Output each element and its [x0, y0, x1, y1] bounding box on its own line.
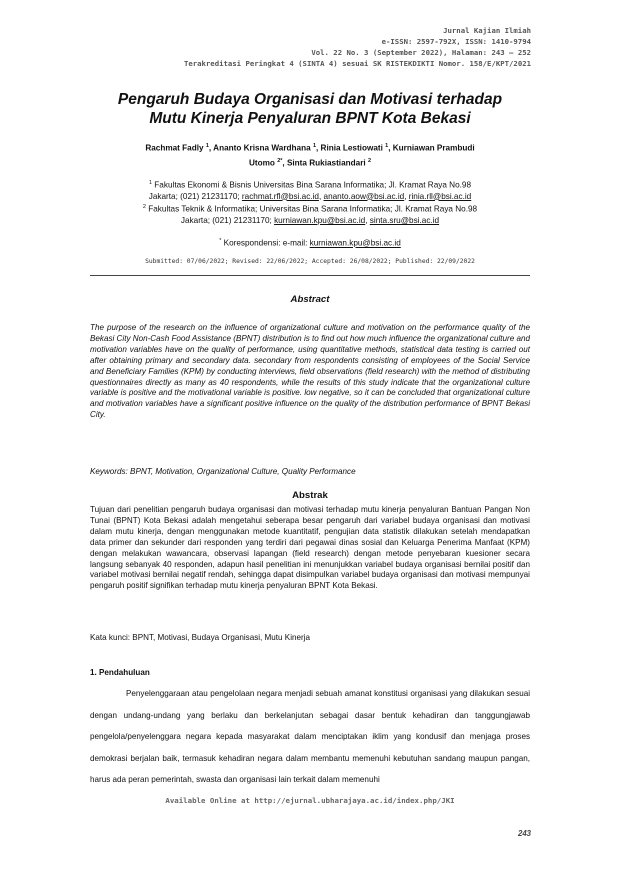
- abstrak-heading: Abstrak: [292, 490, 328, 501]
- email-link[interactable]: ananto.aow@bsi.ac.id: [323, 191, 405, 201]
- author-line-1: [90, 140, 530, 155]
- affiliation-1-line-1: [90, 178, 530, 192]
- keywords-id: [90, 633, 310, 642]
- correspondence-email-link[interactable]: kurniawan.kpu@bsi.ac.id: [309, 238, 401, 248]
- email-link[interactable]: rinia.rll@bsi.ac.id: [408, 191, 472, 201]
- affiliation-2-line-1: [90, 202, 530, 216]
- affiliation-text: Jakarta; (021) 21231170;: [148, 191, 242, 201]
- author-name: , Rinia Lestiowati: [316, 143, 386, 153]
- title-line-2: Mutu Kinerja Penyaluran BPNT Kota Bekasi: [149, 110, 471, 127]
- affiliation-mark: 1: [148, 180, 153, 186]
- author-name: Rachmat Fadly: [145, 143, 206, 153]
- email-link[interactable]: kurniawan.kpu@bsi.ac.id: [274, 215, 366, 225]
- author-affiliation-mark: 2*: [277, 157, 283, 164]
- footer-availability: Available Online at http://ejurnal.ubharajaya.ac.id/index.php/JKI: [165, 796, 455, 805]
- journal-volume: Vol. 22 No. 3 (September 2022), Halaman: 243 – 252: [311, 48, 531, 57]
- keywords-label: Keywords:: [90, 467, 131, 476]
- affiliation-2-line-2: [90, 216, 530, 227]
- abstract-heading: Abstract: [290, 294, 330, 305]
- keywords-en: [90, 467, 356, 476]
- journal-header: [184, 25, 531, 69]
- author-name: , Kurniawan Prambudi: [388, 143, 475, 153]
- introduction-text: Penyelenggaraan atau pengelolaan negara menjadi sebuah amanat konstitusi organisasi yang dilakukan sesuai dengan undang-undang yang berlaku dan berkelanjutan sebagai dasar bentuk kehadiran dan tanggungjawab pengelola/penyelenggara negara kepada masyarakat dalam menciptakan iklim yang kondusif dan menjaga proses demokrasi berjalan baik, termasuk kehadiran negara dalam membantu memenuhi kebutuhan sandang maupun pangan, harus ada peran pemerintah, swasta dan organisasi lain terkait dalam memenuhi: [90, 689, 530, 785]
- author-list: [90, 140, 530, 169]
- keywords-value: BPNT, Motivation, Organizational Culture, Quality Performance: [130, 467, 356, 476]
- divider: [90, 275, 530, 276]
- email-link[interactable]: rachmat.rfl@bsi.ac.id: [241, 191, 319, 201]
- journal-accreditation: Terakreditasi Peringkat 4 (SINTA 4) sesuai SK RISTEKDIKTI Nomor. 158/E/KPT/2021: [183, 59, 531, 68]
- author-name: , Ananto Krisna Wardhana: [208, 143, 313, 153]
- correspondence: [90, 236, 530, 249]
- title-line-1: Pengaruh Budaya Organisasi dan Motivasi terhadap: [117, 91, 503, 108]
- journal-name: Jurnal Kajian Ilmiah: [443, 26, 531, 35]
- author-name: , Sinta Rukiastiandari: [282, 158, 368, 168]
- author-affiliation-mark: 1: [205, 143, 209, 149]
- affiliation-1-line-2: [90, 192, 530, 203]
- page-number: 243: [517, 829, 531, 838]
- affiliation-mark: 2: [142, 204, 146, 211]
- affiliation-text: Fakultas Teknik & Informatika; Universitas Bina Sarana Informatika; Jl. Kramat Raya No.98: [145, 205, 478, 215]
- author-affiliation-mark: 1: [312, 143, 316, 149]
- article-title: [90, 90, 530, 128]
- correspondence-label: Korespondensi: e-mail:: [221, 238, 310, 248]
- affiliation-text: Fakultas Ekonomi & Bisnis Universitas Bina Sarana Informatika; Jl. Kramat Raya No.98: [152, 180, 472, 190]
- author-affiliation-mark: 1: [385, 143, 389, 149]
- author-name: Utomo: [248, 158, 278, 168]
- abstract-text: The purpose of the research on the influence of organizational culture and motivation on the performance quality of the Bekasi City Non-Cash Food Assistance (BPNT) distribution is to find out how much influence the organizational culture and motivation variables have on the quality of performance, using quantitative methods, statistical data testing is carried out after obtaining primary and secondary data. secondary from respondents consisting of employees of the Social Service and Beneficiary Families (KPM) by conducting interviews, field observations (field research) with the method of distributing questionnaires directly as many as 40 respondents, while the results of this study indicate that the organizational culture variable is positive and the motivational variable is positive. low negative, so it can be concluded that organizational culture and motivation variables have a significant positive influence on the quality of the distribution performance of BPNT Bekasi City.: [90, 323, 530, 420]
- keywords-value: BPNT, Motivasi, Budaya Organisasi, Mutu Kinerja: [132, 633, 310, 642]
- affiliations: [90, 178, 530, 227]
- keywords-label: Kata kunci:: [90, 633, 133, 642]
- email-link[interactable]: sinta.sru@bsi.ac.id: [369, 215, 440, 225]
- section-heading-introduction: 1. Pendahuluan: [90, 668, 150, 677]
- author-affiliation-mark: 2: [367, 157, 371, 164]
- abstrak-text: Tujuan dari penelitian pengaruh budaya organisasi dan motivasi terhadap mutu kinerja penyaluran Bantuan Pangan Non Tunai (BPNT) Kota Bekasi adalah mengetahui seberapa besar pengaruh dari variabel budaya organisasi dan motivasi dalam mutu kinerja, dengan menggunakan metode kuantitatif, pengujian data statistik dilakukan setelah mendapatkan data primer dan sekunder dari responden yang terdiri dari pegawai dinas sosial dan Keluarga Penerima Manfaat (KPM) dengan melakukan wawancara, observasi lapangan (field research) dengan metode penyebaran kuesioner secara langsung sebanyak 40 responden, adapun hasil penelitian ini menunjukkan variabel budaya organisasi bernilai positif dan variabel motivasi bernilai negatif rendah, sehingga dapat disimpulkan variabel budaya organisasi dan motivasi mempunyai pengaruh positif signifikan terhadap mutu kinerja penyaluran BPNT Kota Bekasi.: [90, 505, 530, 591]
- separator: ,: [404, 191, 409, 201]
- separator: ,: [318, 191, 324, 201]
- submission-dates: Submitted: 07/06/2022; Revised: 22/06/2022; Accepted: 26/08/2022; Published: 22/09/2022: [145, 258, 475, 265]
- affiliation-text: Jakarta; (021) 21231170;: [180, 215, 275, 225]
- separator: ,: [365, 215, 370, 225]
- journal-issn: e-ISSN: 2597-792X, ISSN: 1410-9794: [381, 37, 531, 46]
- author-line-2: [90, 155, 530, 170]
- correspondence-mark: *: [219, 238, 222, 244]
